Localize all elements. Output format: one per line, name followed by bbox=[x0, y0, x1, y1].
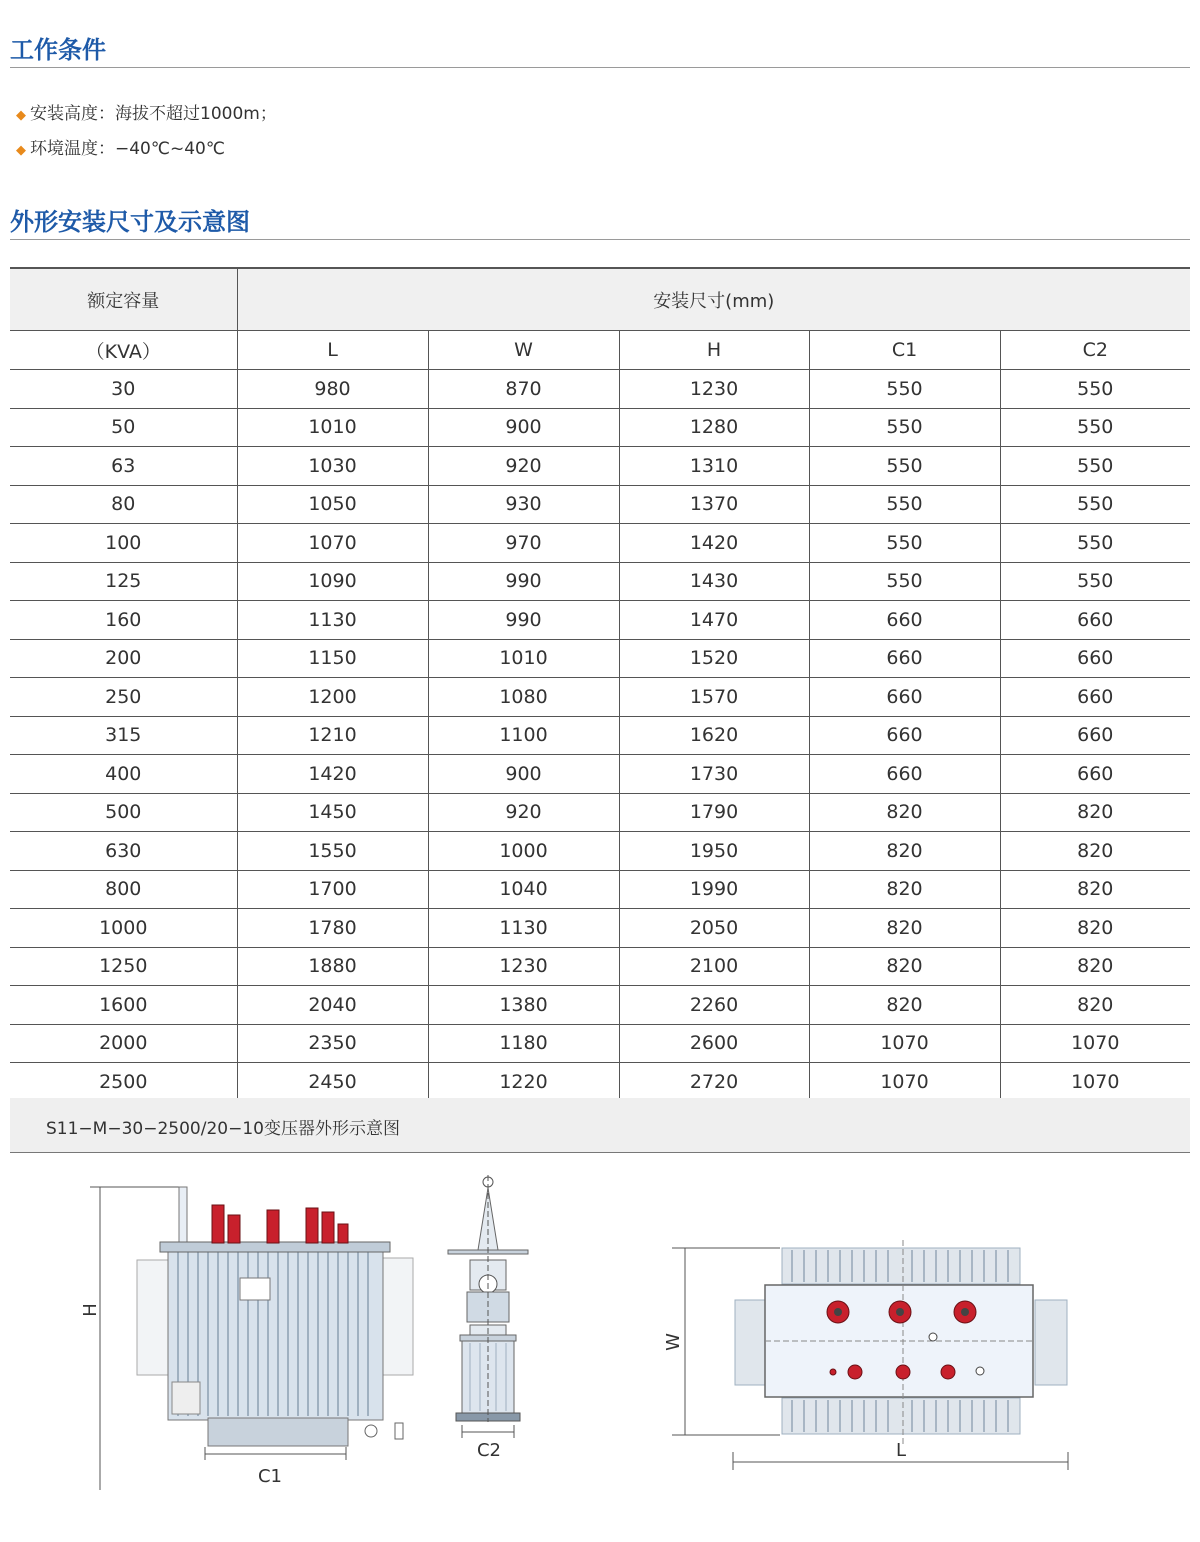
height-label: H bbox=[80, 1303, 101, 1317]
capacity-cell: 50 bbox=[10, 408, 237, 447]
table-row bbox=[10, 485, 1190, 524]
dimension-cell: 1730 bbox=[619, 755, 809, 794]
side-view-drawing bbox=[448, 1175, 528, 1438]
capacity-cell: 30 bbox=[10, 370, 237, 409]
dimension-cell: 1780 bbox=[237, 909, 428, 948]
dimension-cell: 820 bbox=[809, 793, 1000, 832]
dimension-cell: 2100 bbox=[619, 947, 809, 986]
capacity-cell: 2000 bbox=[10, 1024, 237, 1063]
capacity-cell: 160 bbox=[10, 601, 237, 640]
column-header: C1 bbox=[809, 331, 1000, 370]
capacity-cell: 1000 bbox=[10, 909, 237, 948]
dimension-cell: 1950 bbox=[619, 832, 809, 871]
table-row bbox=[10, 986, 1190, 1025]
condition-item bbox=[16, 99, 277, 124]
dimension-cell: 1310 bbox=[619, 447, 809, 486]
dimension-cell: 1070 bbox=[809, 1024, 1000, 1063]
dimension-cell: 2600 bbox=[619, 1024, 809, 1063]
column-header: C2 bbox=[1000, 331, 1190, 370]
dimension-cell: 1430 bbox=[619, 562, 809, 601]
capacity-cell: 315 bbox=[10, 716, 237, 755]
table-row bbox=[10, 601, 1190, 640]
dimension-cell: 1130 bbox=[428, 909, 619, 948]
width-label: W bbox=[663, 1333, 684, 1351]
dimension-cell: 1790 bbox=[619, 793, 809, 832]
diamond-bullet-icon: ◆ bbox=[16, 108, 26, 123]
capacity-cell: 250 bbox=[10, 678, 237, 717]
dimension-cell: 1180 bbox=[428, 1024, 619, 1063]
dimension-cell: 660 bbox=[809, 601, 1000, 640]
table-row bbox=[10, 639, 1190, 678]
capacity-cell: 800 bbox=[10, 870, 237, 909]
dimension-cell: 550 bbox=[1000, 408, 1190, 447]
section-title-dimensions: 外形安装尺寸及示意图 bbox=[10, 208, 250, 236]
table-row bbox=[10, 408, 1190, 447]
dimension-cell: 2040 bbox=[237, 986, 428, 1025]
dimension-cell: 2050 bbox=[619, 909, 809, 948]
dimension-cell: 1070 bbox=[1000, 1063, 1190, 1102]
dimension-cell: 2260 bbox=[619, 986, 809, 1025]
table-row bbox=[10, 793, 1190, 832]
table-row bbox=[10, 755, 1190, 794]
capacity-unit: （KVA） bbox=[10, 331, 237, 370]
dimension-cell: 660 bbox=[809, 678, 1000, 717]
dimension-cell: 920 bbox=[428, 447, 619, 486]
dimension-cell: 900 bbox=[428, 755, 619, 794]
dimension-cell: 1100 bbox=[428, 716, 619, 755]
dimension-cell: 990 bbox=[428, 601, 619, 640]
capacity-header: 额定容量 bbox=[10, 268, 237, 331]
dimension-cell: 550 bbox=[809, 524, 1000, 563]
dims-header: 安装尺寸(mm) bbox=[237, 268, 1190, 331]
length-label: L bbox=[895, 1440, 907, 1461]
dimension-cell: 1370 bbox=[619, 485, 809, 524]
condition-text: 安装高度：海拔不超过1000m； bbox=[30, 104, 277, 124]
dimension-cell: 550 bbox=[1000, 524, 1190, 563]
dimension-cell: 820 bbox=[809, 986, 1000, 1025]
column-header: W bbox=[428, 331, 619, 370]
dimension-cell: 820 bbox=[1000, 947, 1190, 986]
diamond-bullet-icon: ◆ bbox=[16, 143, 26, 158]
dimension-cell: 820 bbox=[1000, 909, 1190, 948]
dimension-cell: 1220 bbox=[428, 1063, 619, 1102]
c1-label: C1 bbox=[257, 1466, 283, 1487]
capacity-cell: 1250 bbox=[10, 947, 237, 986]
dimension-cell: 1040 bbox=[428, 870, 619, 909]
dimension-cell: 1380 bbox=[428, 986, 619, 1025]
dimension-cell: 1210 bbox=[237, 716, 428, 755]
dimension-cell: 1010 bbox=[428, 639, 619, 678]
dimension-cell: 820 bbox=[809, 870, 1000, 909]
capacity-cell: 1600 bbox=[10, 986, 237, 1025]
dimension-cell: 1000 bbox=[428, 832, 619, 871]
table-row bbox=[10, 678, 1190, 717]
dimension-cell: 1070 bbox=[809, 1063, 1000, 1102]
capacity-cell: 500 bbox=[10, 793, 237, 832]
transformer-drawings bbox=[0, 1160, 1200, 1490]
dimension-cell: 820 bbox=[1000, 832, 1190, 871]
title-underline bbox=[10, 239, 1190, 240]
table-row bbox=[10, 1063, 1190, 1102]
dimension-cell: 1070 bbox=[237, 524, 428, 563]
dimension-cell: 2720 bbox=[619, 1063, 809, 1102]
dimension-cell: 990 bbox=[428, 562, 619, 601]
dimension-cell: 660 bbox=[1000, 678, 1190, 717]
dimension-cell: 660 bbox=[809, 755, 1000, 794]
c2-label: C2 bbox=[476, 1440, 502, 1461]
table-row bbox=[10, 870, 1190, 909]
dimension-cell: 1230 bbox=[428, 947, 619, 986]
figure-caption-bar bbox=[10, 1098, 1190, 1153]
dimension-cell: 550 bbox=[1000, 370, 1190, 409]
dimension-cell: 1070 bbox=[1000, 1024, 1190, 1063]
column-header: L bbox=[237, 331, 428, 370]
dimension-cell: 1570 bbox=[619, 678, 809, 717]
dimensions-table bbox=[10, 267, 1190, 1102]
dimension-cell: 1030 bbox=[237, 447, 428, 486]
dimension-cell: 550 bbox=[809, 447, 1000, 486]
dimension-cell: 900 bbox=[428, 408, 619, 447]
capacity-cell: 400 bbox=[10, 755, 237, 794]
dimension-cell: 820 bbox=[809, 909, 1000, 948]
dimension-cell: 1090 bbox=[237, 562, 428, 601]
dimension-cell: 1420 bbox=[619, 524, 809, 563]
table-row bbox=[10, 716, 1190, 755]
dimension-cell: 1620 bbox=[619, 716, 809, 755]
capacity-cell: 100 bbox=[10, 524, 237, 563]
dimension-cell: 1700 bbox=[237, 870, 428, 909]
dimension-cell: 2350 bbox=[237, 1024, 428, 1063]
dimension-cell: 550 bbox=[809, 408, 1000, 447]
dimension-cell: 550 bbox=[809, 370, 1000, 409]
dimension-cell: 820 bbox=[1000, 870, 1190, 909]
section-title-conditions: 工作条件 bbox=[10, 36, 106, 64]
dimension-cell: 1990 bbox=[619, 870, 809, 909]
dimension-cell: 970 bbox=[428, 524, 619, 563]
dimension-cell: 820 bbox=[809, 832, 1000, 871]
dimension-cell: 1130 bbox=[237, 601, 428, 640]
capacity-cell: 63 bbox=[10, 447, 237, 486]
dimension-cell: 550 bbox=[809, 485, 1000, 524]
capacity-cell: 2500 bbox=[10, 1063, 237, 1102]
dimension-cell: 660 bbox=[809, 716, 1000, 755]
dimension-cell: 660 bbox=[1000, 755, 1190, 794]
dimension-cell: 1150 bbox=[237, 639, 428, 678]
dimension-cell: 550 bbox=[809, 562, 1000, 601]
table-row bbox=[10, 562, 1190, 601]
table-row bbox=[10, 832, 1190, 871]
table-row bbox=[10, 524, 1190, 563]
capacity-cell: 80 bbox=[10, 485, 237, 524]
dimension-cell: 1280 bbox=[619, 408, 809, 447]
dimension-cell: 660 bbox=[809, 639, 1000, 678]
capacity-cell: 200 bbox=[10, 639, 237, 678]
condition-item bbox=[16, 134, 225, 159]
dimension-cell: 550 bbox=[1000, 485, 1190, 524]
table-row bbox=[10, 947, 1190, 986]
condition-text: 环境温度：−40℃~40℃ bbox=[30, 139, 225, 159]
capacity-cell: 125 bbox=[10, 562, 237, 601]
dimension-cell: 1080 bbox=[428, 678, 619, 717]
figure-caption: S11−M−30−2500/20−10变压器外形示意图 bbox=[46, 1119, 400, 1139]
dimension-cell: 1550 bbox=[237, 832, 428, 871]
dimension-cell: 820 bbox=[809, 947, 1000, 986]
dimension-cell: 550 bbox=[1000, 447, 1190, 486]
dimension-cell: 1520 bbox=[619, 639, 809, 678]
dimension-cell: 930 bbox=[428, 485, 619, 524]
dimension-cell: 1880 bbox=[237, 947, 428, 986]
title-underline bbox=[10, 67, 1190, 68]
dimension-cell: 1420 bbox=[237, 755, 428, 794]
dimension-cell: 820 bbox=[1000, 793, 1190, 832]
dimension-cell: 660 bbox=[1000, 716, 1190, 755]
table-row bbox=[10, 370, 1190, 409]
table-row bbox=[10, 447, 1190, 486]
dimension-cell: 980 bbox=[237, 370, 428, 409]
table-row bbox=[10, 909, 1190, 948]
dimension-cell: 660 bbox=[1000, 601, 1190, 640]
top-view-drawing bbox=[672, 1240, 1068, 1470]
dimension-cell: 1200 bbox=[237, 678, 428, 717]
dimension-cell: 1450 bbox=[237, 793, 428, 832]
front-view-drawing bbox=[90, 1187, 413, 1490]
dimension-cell: 1470 bbox=[619, 601, 809, 640]
dimension-cell: 1230 bbox=[619, 370, 809, 409]
dimension-cell: 1010 bbox=[237, 408, 428, 447]
dimension-cell: 550 bbox=[1000, 562, 1190, 601]
column-header: H bbox=[619, 331, 809, 370]
dimension-cell: 820 bbox=[1000, 986, 1190, 1025]
dimension-cell: 920 bbox=[428, 793, 619, 832]
dimension-cell: 660 bbox=[1000, 639, 1190, 678]
dimension-cell: 2450 bbox=[237, 1063, 428, 1102]
dimension-cell: 870 bbox=[428, 370, 619, 409]
dimension-cell: 1050 bbox=[237, 485, 428, 524]
capacity-cell: 630 bbox=[10, 832, 237, 871]
table-row bbox=[10, 1024, 1190, 1063]
